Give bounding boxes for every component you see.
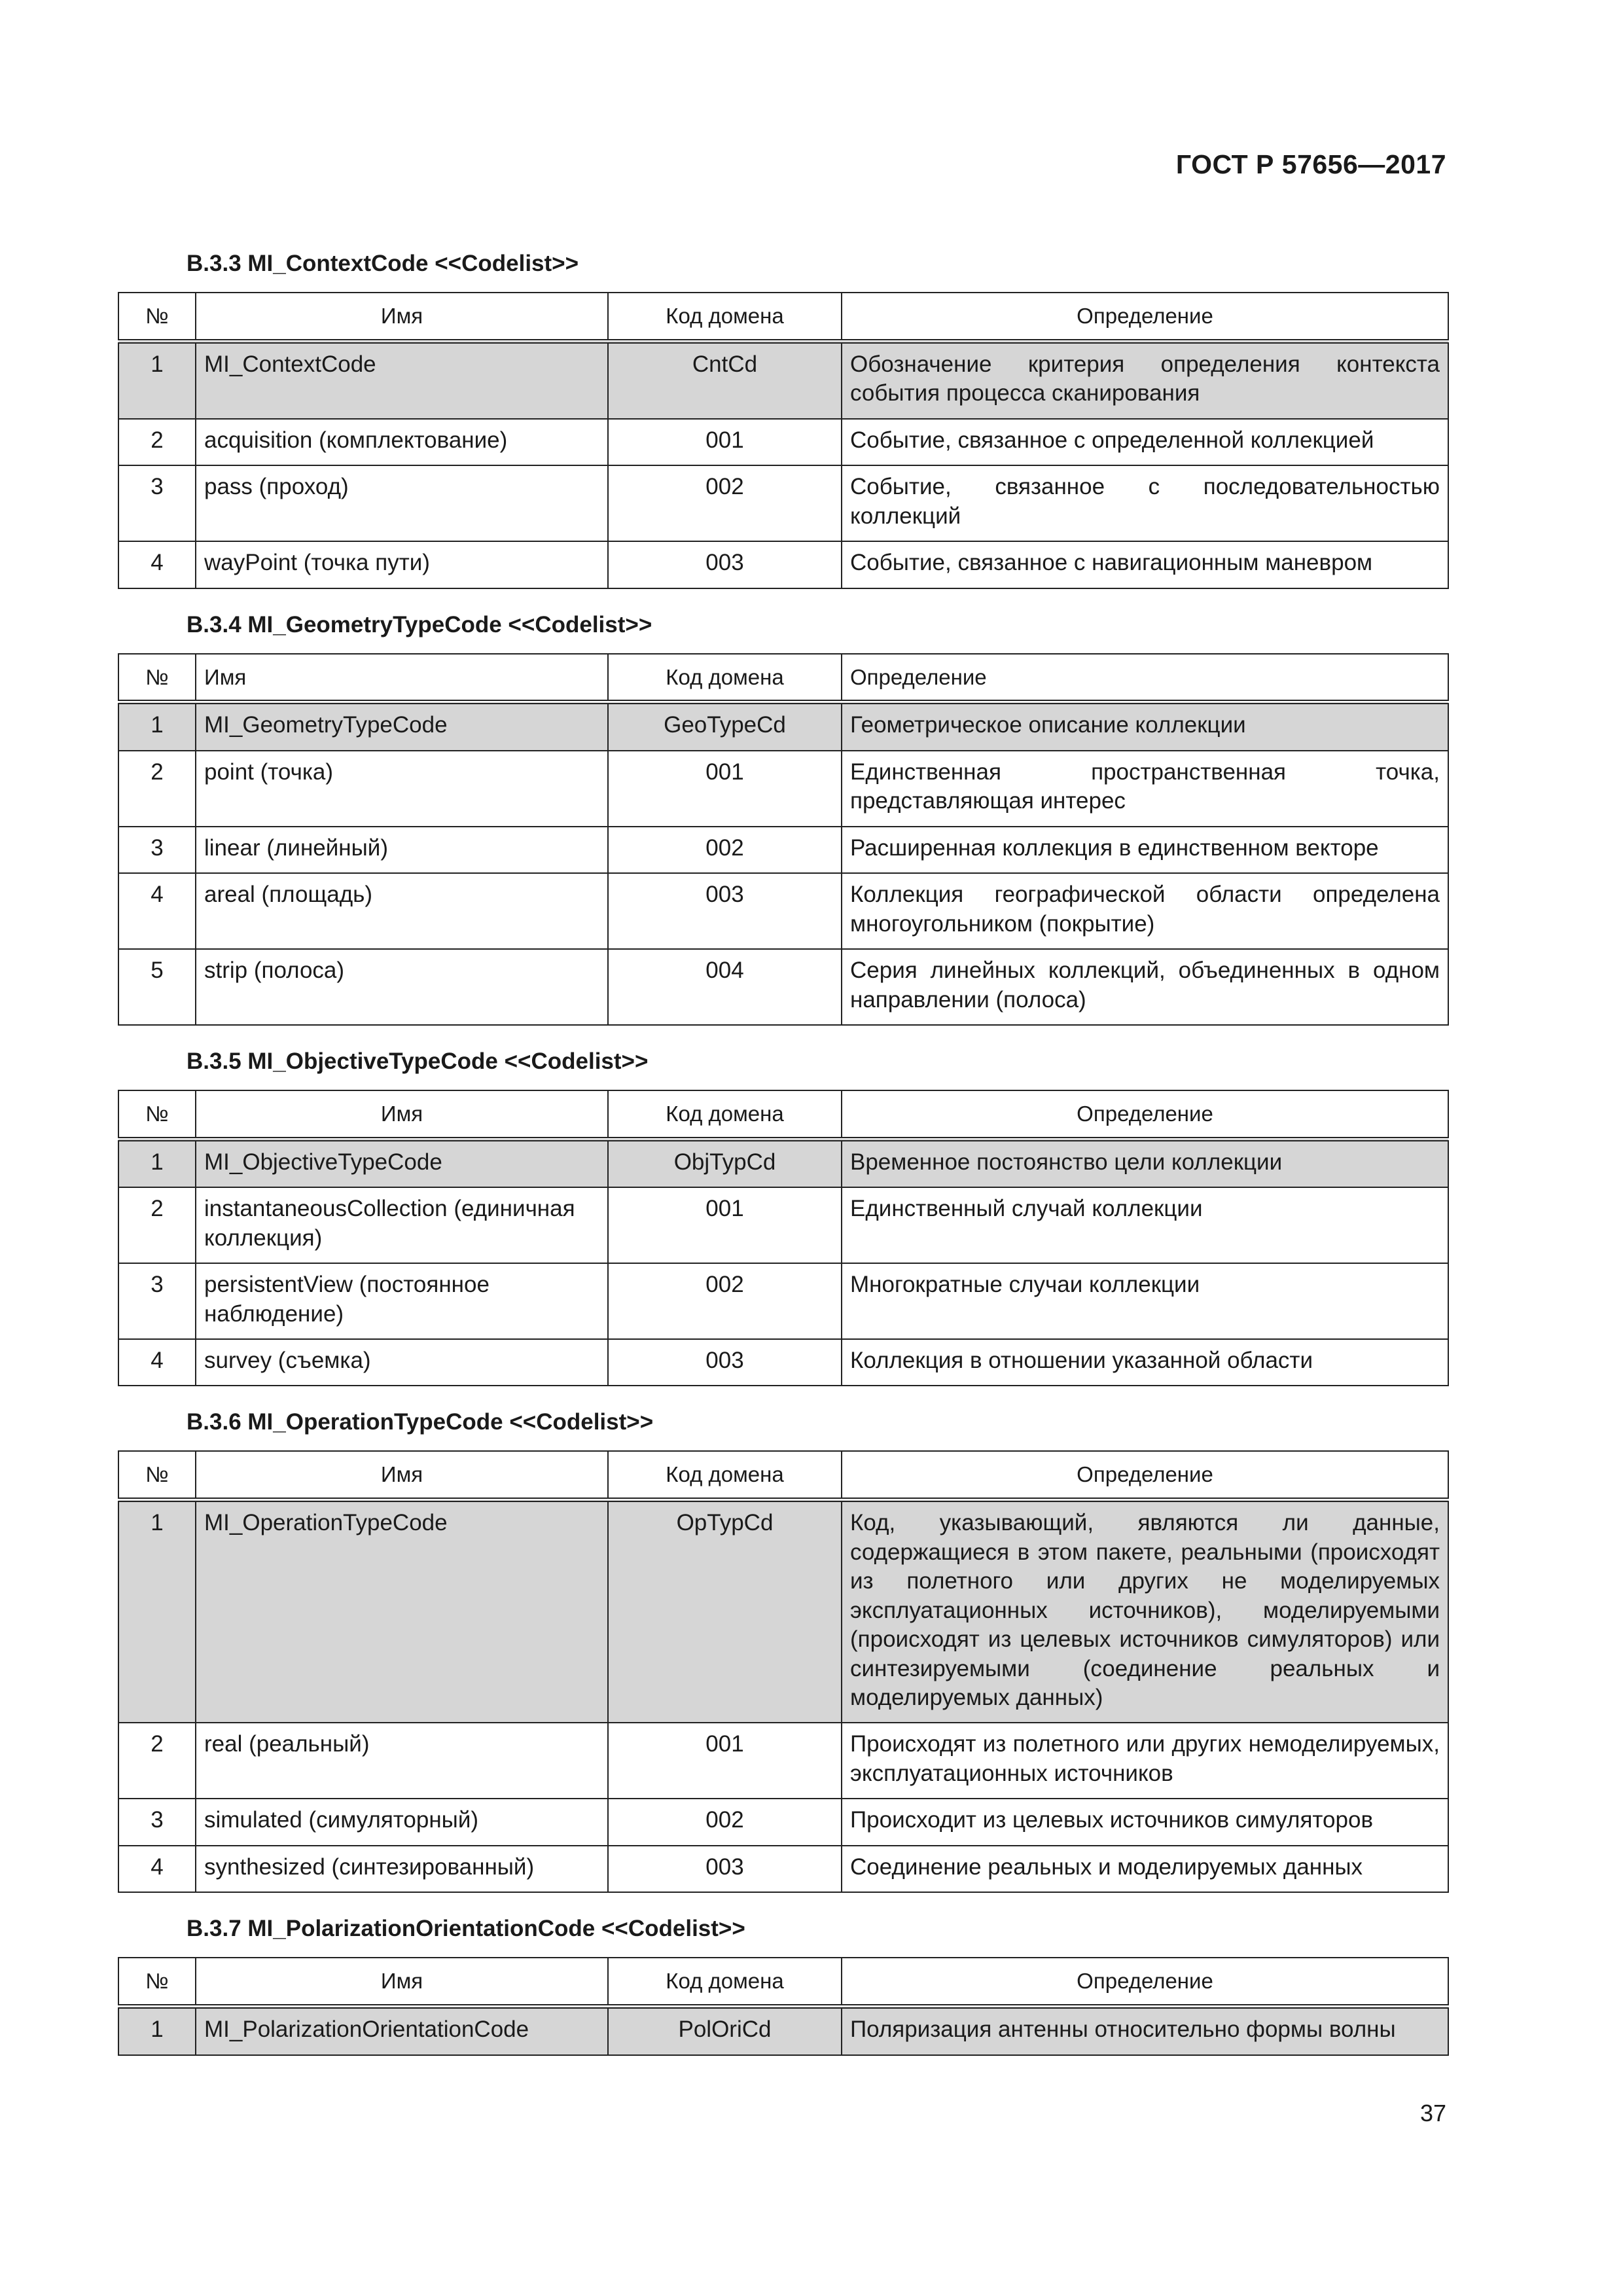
table-row bbox=[118, 1500, 1448, 1723]
section-title: B.3.4 MI_GeometryTypeCode <<Codelist>> bbox=[187, 611, 652, 637]
page-number: 37 bbox=[1419, 2100, 1446, 2126]
table-row bbox=[118, 1263, 1448, 1339]
row-domain-code: CntCd bbox=[608, 341, 842, 418]
row-definition: Единственная пространственная точка, представляющая интерес bbox=[842, 751, 1448, 827]
row-definition: Событие, связанное с определенной коллекцией bbox=[842, 419, 1448, 465]
table-row bbox=[118, 827, 1448, 873]
codelist-table bbox=[118, 1090, 1449, 1387]
row-definition: Коллекция в отношении указанной области bbox=[842, 1339, 1448, 1386]
row-name: linear (линейный) bbox=[196, 827, 608, 873]
column-header-number: № bbox=[118, 293, 196, 341]
table-row bbox=[118, 2007, 1448, 2055]
column-header-definition: Определение bbox=[842, 293, 1448, 341]
row-domain-code: ObjTypCd bbox=[608, 1139, 842, 1187]
column-header-number: № bbox=[118, 1451, 196, 1499]
row-number: 3 bbox=[118, 1263, 196, 1339]
column-header-name: Имя bbox=[196, 1958, 608, 2006]
codelist-table bbox=[118, 1450, 1449, 1893]
column-header-domain-code: Код домена bbox=[608, 1958, 842, 2006]
document-id: ГОСТ Р 57656—2017 bbox=[1175, 149, 1446, 179]
column-header-domain-code: Код домена bbox=[608, 293, 842, 341]
table-row bbox=[118, 873, 1448, 949]
row-domain-code: 002 bbox=[608, 827, 842, 873]
row-definition: Расширенная коллекция в единственном векторе bbox=[842, 827, 1448, 873]
row-domain-code: 002 bbox=[608, 1799, 842, 1845]
section-title: B.3.6 MI_OperationTypeCode <<Codelist>> bbox=[187, 1409, 654, 1435]
row-name: instantaneousCollection (единичная коллекция) bbox=[196, 1187, 608, 1263]
table-row bbox=[118, 1187, 1448, 1263]
row-domain-code: PolOriCd bbox=[608, 2007, 842, 2055]
row-domain-code: GeoTypeCd bbox=[608, 702, 842, 751]
row-name: MI_PolarizationOrientationCode bbox=[196, 2007, 608, 2055]
row-domain-code: 004 bbox=[608, 949, 842, 1025]
row-domain-code: 002 bbox=[608, 465, 842, 541]
table-header-row bbox=[118, 1090, 1448, 1139]
row-number: 2 bbox=[118, 1187, 196, 1263]
table-row bbox=[118, 1723, 1448, 1799]
row-definition: Геометрическое описание коллекции bbox=[842, 702, 1448, 751]
codelist-table bbox=[118, 292, 1449, 589]
row-name: MI_OperationTypeCode bbox=[196, 1500, 608, 1723]
row-number: 4 bbox=[118, 1339, 196, 1386]
row-number: 3 bbox=[118, 465, 196, 541]
row-name: simulated (симуляторный) bbox=[196, 1799, 608, 1845]
row-number: 4 bbox=[118, 873, 196, 949]
table-header-row bbox=[118, 1958, 1448, 2006]
row-name: strip (полоса) bbox=[196, 949, 608, 1025]
table-row bbox=[118, 949, 1448, 1025]
row-name: synthesized (синтезированный) bbox=[196, 1846, 608, 1892]
codelist-table bbox=[118, 1957, 1449, 2055]
row-domain-code: 001 bbox=[608, 1187, 842, 1263]
row-number: 1 bbox=[118, 341, 196, 418]
row-domain-code: OpTypCd bbox=[608, 1500, 842, 1723]
column-header-domain-code: Код домена bbox=[608, 654, 842, 702]
row-domain-code: 001 bbox=[608, 419, 842, 465]
row-number: 4 bbox=[118, 541, 196, 588]
row-definition: Происходит из целевых источников симуляторов bbox=[842, 1799, 1448, 1845]
row-definition: Серия линейных коллекций, объединенных в одном направлении (полоса) bbox=[842, 949, 1448, 1025]
row-name: survey (съемка) bbox=[196, 1339, 608, 1386]
row-domain-code: 001 bbox=[608, 751, 842, 827]
row-domain-code: 003 bbox=[608, 1339, 842, 1386]
table-row bbox=[118, 1799, 1448, 1845]
table-row bbox=[118, 341, 1448, 418]
row-name: point (точка) bbox=[196, 751, 608, 827]
row-number: 3 bbox=[118, 1799, 196, 1845]
row-name: wayPoint (точка пути) bbox=[196, 541, 608, 588]
row-definition: Временное постоянство цели коллекции bbox=[842, 1139, 1448, 1187]
column-header-definition: Определение bbox=[842, 654, 1448, 702]
table-header-row bbox=[118, 293, 1448, 341]
column-header-domain-code: Код домена bbox=[608, 1090, 842, 1139]
row-number: 1 bbox=[118, 1500, 196, 1723]
row-number: 2 bbox=[118, 751, 196, 827]
row-domain-code: 001 bbox=[608, 1723, 842, 1799]
row-name: MI_ObjectiveTypeCode bbox=[196, 1139, 608, 1187]
row-definition: Происходят из полетного или других немоделируемых, эксплуатационных источников bbox=[842, 1723, 1448, 1799]
table-row bbox=[118, 751, 1448, 827]
row-number: 4 bbox=[118, 1846, 196, 1892]
row-number: 5 bbox=[118, 949, 196, 1025]
row-name: areal (площадь) bbox=[196, 873, 608, 949]
row-name: MI_GeometryTypeCode bbox=[196, 702, 608, 751]
column-header-name: Имя bbox=[196, 1451, 608, 1499]
row-definition: Событие, связанное с последовательностью коллекций bbox=[842, 465, 1448, 541]
section-title: B.3.3 MI_ContextCode <<Codelist>> bbox=[187, 251, 579, 276]
table-header-row bbox=[118, 654, 1448, 702]
row-definition: Соединение реальных и моделируемых данных bbox=[842, 1846, 1448, 1892]
table-row bbox=[118, 419, 1448, 465]
row-definition: Многократные случаи коллекции bbox=[842, 1263, 1448, 1339]
column-header-number: № bbox=[118, 1958, 196, 2006]
row-number: 2 bbox=[118, 419, 196, 465]
column-header-domain-code: Код домена bbox=[608, 1451, 842, 1499]
row-definition: Поляризация антенны относительно формы волны bbox=[842, 2007, 1448, 2055]
column-header-name: Имя bbox=[196, 654, 608, 702]
row-definition: Код, указывающий, являются ли данные, содержащиеся в этом пакете, реальными (происходят из полетного или других не моделируемых эксплуатационных источников), моделируемыми (происходят из целевых источников симуляторов) или синтезируемыми (соединение реальных и моделируемых данных) bbox=[842, 1500, 1448, 1723]
document-body bbox=[118, 228, 1448, 2056]
table-row bbox=[118, 1846, 1448, 1892]
row-name: pass (проход) bbox=[196, 465, 608, 541]
row-number: 1 bbox=[118, 2007, 196, 2055]
row-number: 1 bbox=[118, 1139, 196, 1187]
column-header-definition: Определение bbox=[842, 1090, 1448, 1139]
codelist-table bbox=[118, 653, 1449, 1026]
row-name: persistentView (постоянное наблюдение) bbox=[196, 1263, 608, 1339]
table-header-row bbox=[118, 1451, 1448, 1499]
row-domain-code: 003 bbox=[608, 541, 842, 588]
column-header-definition: Определение bbox=[842, 1451, 1448, 1499]
section-title: B.3.5 MI_ObjectiveTypeCode <<Codelist>> bbox=[187, 1048, 649, 1074]
row-definition: Единственный случай коллекции bbox=[842, 1187, 1448, 1263]
table-row bbox=[118, 465, 1448, 541]
row-number: 3 bbox=[118, 827, 196, 873]
table-row bbox=[118, 541, 1448, 588]
column-header-name: Имя bbox=[196, 293, 608, 341]
column-header-definition: Определение bbox=[842, 1958, 1448, 2006]
column-header-number: № bbox=[118, 654, 196, 702]
row-domain-code: 003 bbox=[608, 873, 842, 949]
row-name: MI_ContextCode bbox=[196, 341, 608, 418]
row-name: real (реальный) bbox=[196, 1723, 608, 1799]
table-row bbox=[118, 1339, 1448, 1386]
row-name: acquisition (комплектование) bbox=[196, 419, 608, 465]
column-header-number: № bbox=[118, 1090, 196, 1139]
section-title: B.3.7 MI_PolarizationOrientationCode <<Codelist>> bbox=[187, 1916, 745, 1942]
row-definition: Обозначение критерия определения контекста события процесса сканирования bbox=[842, 341, 1448, 418]
table-row bbox=[118, 1139, 1448, 1187]
row-number: 2 bbox=[118, 1723, 196, 1799]
row-number: 1 bbox=[118, 702, 196, 751]
table-row bbox=[118, 702, 1448, 751]
row-domain-code: 002 bbox=[608, 1263, 842, 1339]
row-definition: Событие, связанное с навигационным маневром bbox=[842, 541, 1448, 588]
row-domain-code: 003 bbox=[608, 1846, 842, 1892]
column-header-name: Имя bbox=[196, 1090, 608, 1139]
row-definition: Коллекция географической области определена многоугольником (покрытие) bbox=[842, 873, 1448, 949]
